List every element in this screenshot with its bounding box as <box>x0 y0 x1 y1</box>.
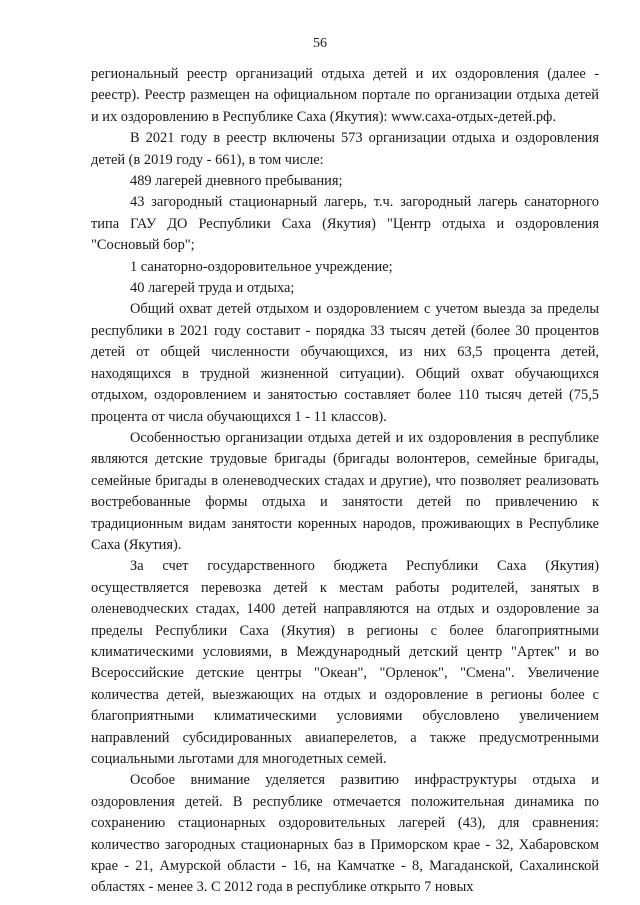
list-item-day-camps: 489 лагерей дневного пребывания; <box>130 173 343 190</box>
list-item-sanatorium: 1 санаторно-оздоровительное учреждение; <box>130 258 393 275</box>
page-number: 56 <box>313 36 327 51</box>
list-item-labor-camps: 40 лагерей труда и отдыха; <box>130 280 295 297</box>
document-body <box>91 64 599 899</box>
paragraph-coverage: Общий охват детей отдыхом и оздоровлением с учетом выезда за пределы республики в 2021 году составит - порядка 33 тысяч детей (более 30 процентов детей от общей численности обучающихся, из них 63,5 процента детей, находящихся в трудной жизненной ситуации). Общий охват обучающихся отдыхом, оздоровлением и занятостью составляет более 110 тысяч детей (75,5 процента от числа обучающихся 1 - 11 классов). <box>91 301 599 425</box>
paragraph-state-budget: За счет государственного бюджета Республики Саха (Якутия) осуществляется перевозка детей к местам работы родителей, занятых в оленеводческих стадах, 1400 детей направляются на отдых и оздоровление за пределы Республики Саха (Якутия) в регионы с более благоприятными климатическими условиями, в Международный детский центр "Артек" и во Всероссийские детские центры "Океан", "Орленок", "Смена". Увеличение количества детей, выезжающих на отдых и оздоровление в регионы более с благоприятными климатическими условиями обусловлено увеличением направлений субсидированных авиаперелетов, а также предусмотренными социальными льготами для многодетных семей. <box>91 558 599 767</box>
list-item-country-camps: 43 загородный стационарный лагерь, т.ч. загородный лагерь санаторного типа ГАУ ДО Республики Саха (Якутия) "Центр отдыха и оздоровления "Сосновый бор"; <box>91 194 599 254</box>
paragraph-registry-2021: В 2021 году в реестр включены 573 организации отдыха и оздоровления детей (в 2019 году - 661), в том числе: <box>91 130 599 168</box>
paragraph-labor-brigades: Особенностью организации отдыха детей и их оздоровления в республике являются детские трудовые бригады (бригады волонтеров, семейные бригады, семейные бригады в оленеводческих стадах и другие), что позволяет реализовать востребованные формы отдыха и занятости детей по привлечению к традиционным видам занятости коренных народов, проживающих в Республике Саха (Якутия). <box>91 429 599 553</box>
paragraph-registry-continued: региональный реестр организаций отдыха детей и их оздоровления (далее - реестр). Реестр размещен на официальном портале по организации отдыха детей и их оздоровлению в Республике Саха (Якутия): www.саха-отдых-детей.рф. <box>91 66 599 125</box>
paragraph-infrastructure: Особое внимание уделяется развитию инфраструктуры отдыха и оздоровления детей. В республике отмечается положительная динамика по сохранению стационарных оздоровительных лагерей (43), для сравнения: количество загородных стационарных баз в Приморском крае - 32, Хабаровском крае - 21, Амурской области - 16, на Камчатке - 8, Магаданской, Сахалинской областях - менее 3. С 2012 года в республике открыто 7 новых <box>91 772 599 896</box>
